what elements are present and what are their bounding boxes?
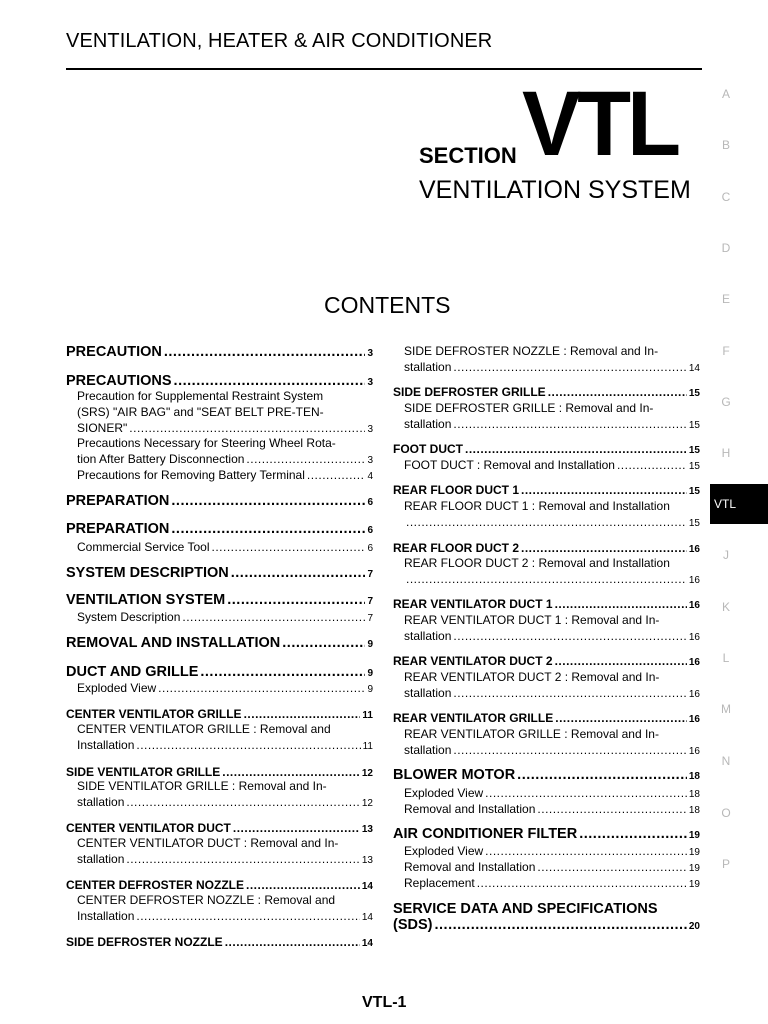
toc-page-number: 12 — [361, 768, 373, 779]
toc-entry[interactable] — [66, 539, 373, 557]
leader-dots — [517, 767, 687, 783]
leader-dots — [246, 877, 360, 893]
toc-page-number: 14 — [361, 938, 373, 949]
toc-entry-title: VENTILATION SYSTEM — [66, 592, 226, 608]
section-tab-letter[interactable]: D — [721, 241, 731, 255]
toc-entry[interactable] — [393, 457, 700, 475]
toc-page-number: 14 — [361, 881, 373, 892]
toc-page-number: 19 — [688, 863, 700, 874]
toc-entry-row — [404, 571, 700, 589]
toc-entry-title: PRECAUTIONS — [66, 373, 172, 389]
toc-page-number: 12 — [361, 798, 373, 809]
toc-entry[interactable] — [66, 435, 373, 469]
leader-dots — [246, 451, 365, 467]
toc-entry-title: REAR FLOOR DUCT 1 — [393, 483, 519, 497]
toc-entry-line: stallation — [404, 360, 452, 374]
toc-page-number: 15 — [688, 388, 700, 399]
section-name: VENTILATION SYSTEM — [419, 176, 691, 204]
toc-entry-line: stallation — [77, 795, 125, 809]
leader-dots — [555, 596, 687, 612]
leader-dots — [307, 467, 366, 483]
toc-entry-row — [393, 826, 700, 844]
toc-entry-line: (SRS) "AIR BAG" and "SEAT BELT PRE-TEN- — [77, 405, 324, 419]
leader-dots — [485, 785, 687, 801]
toc-entry-title: BLOWER MOTOR — [393, 767, 516, 783]
toc-entry[interactable] — [66, 934, 373, 952]
toc-page-number: 7 — [367, 569, 373, 580]
leader-dots — [136, 908, 360, 924]
toc-page-number: 15 — [688, 461, 700, 472]
toc-entry-line: FOOT DUCT : Removal and Installation — [404, 458, 615, 472]
leader-dots — [617, 457, 687, 473]
toc-entry-line: Precaution for Supplemental Restraint System — [77, 389, 324, 403]
toc-page-number: 14 — [688, 363, 700, 374]
toc-entry-row — [393, 767, 700, 785]
leader-dots — [537, 801, 686, 817]
toc-page-number: 9 — [367, 684, 373, 695]
toc-entry-row — [404, 359, 700, 377]
leader-dots — [129, 420, 365, 436]
leader-dots — [485, 843, 687, 859]
toc-entry-line: Exploded View — [77, 681, 157, 695]
toc-page-number: 11 — [362, 741, 373, 752]
toc-entry-title: REMOVAL AND INSTALLATION — [66, 635, 281, 651]
toc-entry-row — [404, 875, 700, 893]
leader-dots — [453, 359, 687, 375]
toc-entry-row — [404, 514, 700, 532]
toc-entry-title: SYSTEM DESCRIPTION — [66, 565, 229, 581]
toc-entry-line: Exploded View — [404, 786, 484, 800]
leader-dots — [225, 934, 360, 950]
toc-entry-row — [77, 609, 373, 627]
toc-page-number: 7 — [367, 596, 373, 607]
toc-page-number: 20 — [688, 921, 700, 932]
leader-dots — [136, 737, 360, 753]
toc-entry[interactable] — [66, 467, 373, 485]
section-label: SECTION — [419, 143, 517, 168]
toc-entry-row — [77, 539, 373, 557]
toc-entry[interactable] — [393, 612, 700, 646]
toc-page-number: 9 — [367, 639, 373, 650]
toc-page-number: 15 — [688, 486, 700, 497]
toc-page-number: 16 — [688, 657, 700, 668]
section-tab-letter[interactable]: G — [721, 395, 731, 409]
toc-page-number: 11 — [362, 710, 373, 721]
toc-page-number: 16 — [688, 632, 700, 643]
toc-entry-row — [66, 565, 373, 583]
leader-dots — [212, 539, 366, 555]
toc-page-number: 14 — [361, 912, 373, 923]
leader-dots — [164, 344, 366, 360]
toc-entry-title: DUCT AND GRILLE — [66, 664, 199, 680]
leader-dots — [453, 685, 687, 701]
toc-entry-line: CENTER VENTILATOR GRILLE : Removal and — [77, 722, 331, 736]
toc-page-number: 9 — [367, 668, 373, 679]
toc-page-number: 18 — [688, 771, 700, 782]
toc-entry-row — [66, 344, 373, 362]
section-tab-letter[interactable]: E — [721, 292, 730, 306]
leader-dots — [227, 592, 365, 608]
header-divider — [66, 68, 702, 70]
toc-entry[interactable] — [393, 767, 700, 785]
toc-entry-line: REAR FLOOR DUCT 2 : Removal and Installation — [404, 556, 670, 570]
toc-page-number: 15 — [688, 518, 700, 529]
toc-entry-title: FOOT DUCT — [393, 442, 463, 456]
toc-entry[interactable] — [66, 892, 373, 926]
leader-dots — [244, 706, 361, 722]
toc-entry-row — [393, 917, 700, 935]
leader-dots — [406, 571, 687, 587]
toc-entry-line: SIDE VENTILATOR GRILLE : Removal and In- — [77, 779, 327, 793]
toc-entry-line: stallation — [77, 852, 125, 866]
toc-entry-line: Precautions Necessary for Steering Wheel Rota- — [77, 436, 336, 450]
toc-entry-line: tion After Battery Disconnection — [77, 452, 245, 466]
toc-page-number: 4 — [367, 471, 373, 482]
toc-entry-row — [404, 416, 700, 434]
toc-entry[interactable] — [393, 343, 700, 377]
leader-dots — [453, 742, 687, 758]
toc-page-number: 6 — [367, 525, 373, 536]
toc-entry-title: REAR VENTILATOR DUCT 1 — [393, 597, 553, 611]
leader-dots — [174, 373, 366, 389]
section-tab-letter[interactable]: F — [722, 344, 730, 358]
toc-entry-row — [66, 635, 373, 653]
leader-dots — [579, 826, 687, 842]
section-tab-active[interactable]: VTL — [710, 484, 768, 524]
toc-entry-line: Commercial Service Tool — [77, 540, 210, 554]
toc-page-number: 7 — [367, 613, 373, 624]
toc-entry-line: System Description — [77, 610, 181, 624]
toc-entry-title: REAR VENTILATOR DUCT 2 — [393, 654, 553, 668]
toc-entry-title: SIDE DEFROSTER GRILLE — [393, 385, 546, 399]
toc-entry[interactable] — [393, 826, 700, 844]
toc-entry-line: stallation — [404, 743, 452, 757]
toc-entry[interactable] — [393, 555, 700, 589]
toc-entry-title: CENTER VENTILATOR GRILLE — [66, 707, 242, 721]
leader-dots — [537, 859, 686, 875]
toc-entry-line: Removal and Installation — [404, 802, 536, 816]
toc-entry-line: CENTER DEFROSTER NOZZLE : Removal and — [77, 893, 336, 907]
toc-page-number: 16 — [688, 600, 700, 611]
toc-entry-title: PREPARATION — [66, 521, 170, 537]
toc-page-number: 6 — [367, 497, 373, 508]
leader-dots — [434, 917, 686, 933]
leader-dots — [521, 482, 687, 498]
leader-dots — [233, 820, 360, 836]
toc-entry-line: CENTER VENTILATOR DUCT : Removal and In- — [77, 836, 339, 850]
toc-entry-title: SIDE DEFROSTER NOZZLE — [66, 935, 223, 949]
toc-entry[interactable] — [393, 669, 700, 703]
section-tab-letter[interactable]: A — [721, 87, 730, 101]
toc-entry-title: PRECAUTION — [66, 344, 162, 360]
leader-dots — [171, 521, 365, 537]
leader-dots — [521, 540, 687, 556]
section-tab-letter[interactable]: J — [723, 548, 729, 562]
toc-entry-title: SIDE VENTILATOR GRILLE — [66, 765, 221, 779]
toc-page-number: 19 — [688, 847, 700, 858]
toc-entry-line: REAR VENTILATOR DUCT 1 : Removal and In- — [404, 613, 660, 627]
toc-entry-line: SERVICE DATA AND SPECIFICATIONS — [393, 901, 658, 917]
page-number: VTL-1 — [362, 994, 407, 1011]
toc-page-number: 16 — [688, 746, 700, 757]
section-code: VTL — [522, 73, 678, 175]
toc-entry-title: AIR CONDITIONER FILTER — [393, 826, 578, 842]
toc-entry[interactable] — [393, 875, 700, 893]
section-tab-letter[interactable]: L — [722, 651, 730, 665]
toc-entry[interactable] — [66, 680, 373, 698]
leader-dots — [477, 875, 687, 891]
leader-dots — [465, 441, 687, 457]
toc-entry-line: REAR VENTILATOR GRILLE : Removal and In- — [404, 727, 659, 741]
toc-entry-row — [404, 457, 700, 475]
toc-entry[interactable] — [393, 498, 700, 532]
toc-entry-row — [404, 628, 700, 646]
toc-entry[interactable] — [66, 388, 373, 438]
leader-dots — [555, 710, 687, 726]
leader-dots — [453, 416, 687, 432]
toc-entry[interactable] — [393, 400, 700, 434]
toc-entry-row — [77, 794, 373, 812]
toc-entry-line: Exploded View — [404, 844, 484, 858]
toc-page-number: 19 — [688, 879, 700, 890]
section-tab-letter[interactable]: O — [721, 806, 731, 820]
toc-entry-line: REAR VENTILATOR DUCT 2 : Removal and In- — [404, 670, 660, 684]
leader-dots — [555, 653, 687, 669]
leader-dots — [158, 680, 365, 696]
toc-entry-line: SIONER" — [77, 421, 128, 435]
leader-dots — [171, 493, 365, 509]
toc-entry[interactable] — [393, 901, 700, 935]
section-tab-letter[interactable]: B — [721, 138, 730, 152]
toc-entry-row — [404, 685, 700, 703]
toc-entry[interactable] — [66, 521, 373, 539]
toc-entry-row — [66, 493, 373, 511]
toc-entry-row — [77, 680, 373, 698]
toc-entry[interactable] — [66, 592, 373, 610]
toc-entry-line: stallation — [404, 629, 452, 643]
leader-dots — [126, 794, 360, 810]
toc-entry[interactable] — [66, 635, 373, 653]
leader-dots — [126, 851, 360, 867]
toc-entry-title: PREPARATION — [66, 493, 170, 509]
leader-dots — [406, 514, 687, 530]
toc-page-number: 13 — [361, 824, 373, 835]
toc-entry-title: REAR FLOOR DUCT 2 — [393, 541, 519, 555]
toc-entry-row — [66, 521, 373, 539]
toc-entry-row — [66, 592, 373, 610]
toc-page-number: 3 — [367, 455, 373, 466]
leader-dots — [548, 384, 687, 400]
toc-entry-line: stallation — [404, 417, 452, 431]
toc-entry[interactable] — [66, 344, 373, 362]
leader-dots — [231, 565, 366, 581]
toc-entry[interactable] — [393, 801, 700, 819]
toc-page-number: 16 — [688, 714, 700, 725]
toc-entry[interactable] — [66, 835, 373, 869]
toc-entry-line: Removal and Installation — [404, 860, 536, 874]
toc-page-number: 18 — [688, 789, 700, 800]
toc-page-number: 3 — [367, 424, 373, 435]
toc-entry-line: Replacement — [404, 876, 475, 890]
toc-entry-line: stallation — [404, 686, 452, 700]
section-tab-letter[interactable]: N — [721, 754, 731, 768]
toc-page-number: 19 — [688, 830, 700, 841]
leader-dots — [453, 628, 687, 644]
leader-dots — [182, 609, 365, 625]
toc-entry[interactable] — [66, 778, 373, 812]
toc-page-number: 16 — [688, 689, 700, 700]
toc-page-number: 16 — [688, 544, 700, 555]
section-tab-letter[interactable]: M — [721, 702, 731, 716]
toc-entry-row — [66, 934, 373, 952]
toc-entry-line: Installation — [77, 738, 135, 752]
toc-page-number: 15 — [688, 445, 700, 456]
section-tab-letter[interactable]: H — [721, 446, 731, 460]
toc-entry-row — [404, 742, 700, 760]
toc-page-number: 16 — [688, 575, 700, 586]
toc-entry[interactable] — [66, 565, 373, 583]
section-tab-letter[interactable]: K — [721, 600, 730, 614]
toc-entry-line: Precautions for Removing Battery Terminal — [77, 468, 305, 482]
toc-entry-line: Installation — [77, 909, 135, 923]
toc-entry-title: CENTER VENTILATOR DUCT — [66, 821, 231, 835]
toc-page-number: 13 — [361, 855, 373, 866]
toc-entry-line: (SDS) — [393, 917, 433, 933]
toc-entry[interactable] — [66, 609, 373, 627]
toc-page-number: 3 — [367, 377, 373, 388]
leader-dots — [282, 635, 365, 651]
toc-entry[interactable] — [393, 726, 700, 760]
toc-entry-line: REAR FLOOR DUCT 1 : Removal and Installation — [404, 499, 670, 513]
toc-page-number: 15 — [688, 420, 700, 431]
section-tab-letter[interactable]: P — [721, 857, 730, 871]
toc-page-number: 6 — [367, 543, 373, 554]
toc-entry-row — [404, 801, 700, 819]
toc-entry-title: REAR VENTILATOR GRILLE — [393, 711, 554, 725]
leader-dots — [200, 664, 365, 680]
section-tab-letter[interactable]: C — [721, 190, 731, 204]
toc-entry[interactable] — [66, 721, 373, 755]
toc-entry-title: CENTER DEFROSTER NOZZLE — [66, 878, 245, 892]
toc-page-number: 3 — [367, 348, 373, 359]
toc-entry-row — [77, 737, 373, 755]
manual-title: VENTILATION, HEATER & AIR CONDITIONER — [66, 30, 493, 52]
toc-entry-row — [77, 467, 373, 485]
contents-heading: CONTENTS — [324, 292, 451, 318]
toc-entry-line: SIDE DEFROSTER NOZZLE : Removal and In- — [404, 344, 659, 358]
toc-entry-row — [77, 908, 373, 926]
toc-page-number: 18 — [688, 805, 700, 816]
toc-entry-line: SIDE DEFROSTER GRILLE : Removal and In- — [404, 401, 654, 415]
toc-entry[interactable] — [66, 493, 373, 511]
toc-entry-row — [77, 851, 373, 869]
